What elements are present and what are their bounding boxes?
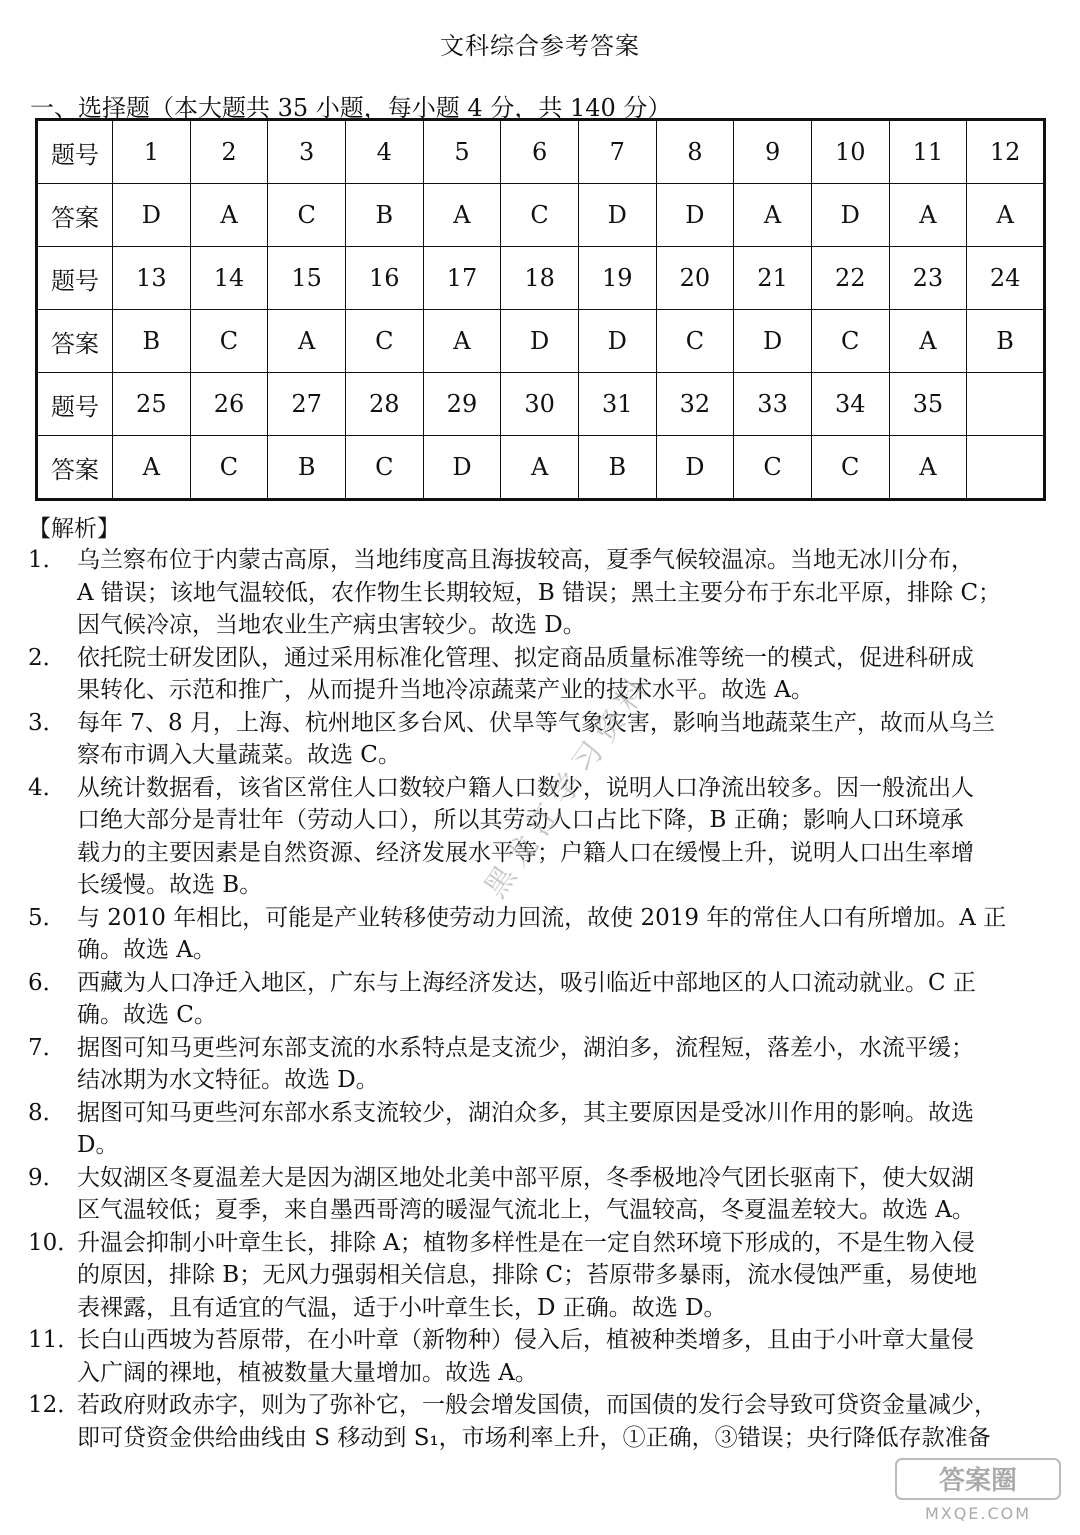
- item-number: 7．: [28, 1034, 66, 1061]
- analysis-item: [0, 1227, 1080, 1325]
- analysis-item: [0, 544, 1080, 642]
- answer-cell: C: [268, 184, 346, 247]
- item-text: [77, 1227, 1049, 1325]
- answer-table: [35, 118, 1046, 501]
- question-number-cell: 14: [190, 247, 268, 310]
- answer-cell: C: [190, 436, 268, 500]
- question-number-cell: 28: [345, 373, 423, 436]
- answer-row: [37, 184, 1045, 247]
- question-number-cell: 22: [811, 247, 889, 310]
- answer-cell: D: [501, 310, 579, 373]
- answer-label-cell: 答案: [37, 436, 113, 500]
- question-number-cell: 18: [501, 247, 579, 310]
- item-text-line: 从统计数据看，该省区常住人口数较户籍人口数少，说明人口净流出较多。因一般流出人: [77, 774, 974, 801]
- answer-cell: A: [190, 184, 268, 247]
- item-text-line: 据图可知马更些河东部支流的水系特点是支流少，湖泊多，流程短，落差小，水流平缓；: [77, 1034, 974, 1061]
- item-text-line: 察布市调入大量蔬菜。故选 C。: [77, 742, 401, 768]
- item-text-line: 长白山西坡为苔原带，在小叶章（新物种）侵入后，植被种类增多，且由于小叶章大量侵: [77, 1327, 974, 1353]
- item-text: [77, 772, 1049, 902]
- item-text-line: 因气候冷凉，当地农业生产病虫害较少。故选 D。: [77, 612, 586, 638]
- question-number-cell: 20: [656, 247, 734, 310]
- item-text-line: 与 2010 年相比，可能是产业转移使劳动力回流，故使 2019 年的常住人口有所增加。A 正: [77, 904, 1007, 931]
- analysis-item: [0, 642, 1080, 707]
- answer-cell: A: [423, 310, 501, 373]
- question-number-cell: 25: [113, 373, 191, 436]
- question-number-cell: 27: [268, 373, 346, 436]
- analysis-item: [0, 707, 1080, 772]
- item-number: 5．: [28, 904, 66, 931]
- item-text-line: 载力的主要因素是自然资源、经济发展水平等；户籍人口在缓慢上升，说明人口出生率增: [77, 839, 974, 866]
- answer-cell: B: [967, 310, 1045, 373]
- question-number-cell: 21: [734, 247, 812, 310]
- analysis-item: [0, 1389, 1080, 1454]
- item-text: [77, 1324, 1049, 1389]
- answer-cell: C: [345, 436, 423, 500]
- number-row: [37, 120, 1045, 184]
- number-row: [37, 247, 1045, 310]
- section-heading: 一、选择题（本大题共 35 小题，每小题 4 分，共 140 分）: [30, 94, 672, 122]
- analysis-list: [0, 544, 1080, 1454]
- question-number-cell: 35: [889, 373, 967, 436]
- answer-cell: D: [656, 184, 734, 247]
- question-number-cell: 5: [423, 120, 501, 184]
- answer-cell: A: [889, 184, 967, 247]
- item-text-line: 升温会抑制小叶章生长，排除 A；植物多样性是在一定自然环境下形成的，不是生物入侵: [77, 1229, 975, 1256]
- item-text-line: 长缓慢。故选 B。: [77, 872, 263, 898]
- analysis-heading: 【解析】: [28, 516, 120, 542]
- question-number-cell: 17: [423, 247, 501, 310]
- question-number-cell: 32: [656, 373, 734, 436]
- item-text: [77, 1389, 1049, 1454]
- answer-cell: [967, 436, 1045, 500]
- question-number-cell: 6: [501, 120, 579, 184]
- question-number-cell: 24: [967, 247, 1045, 310]
- item-text-line: 依托院士研发团队，通过采用标准化管理、拟定商品质量标准等统一的模式，促进科研成: [77, 644, 974, 671]
- answer-cell: C: [501, 184, 579, 247]
- item-number: 12．: [28, 1392, 81, 1418]
- answer-cell: D: [423, 436, 501, 500]
- question-number-cell: 11: [889, 120, 967, 184]
- answer-label-cell: 答案: [37, 310, 113, 373]
- question-number-cell: 33: [734, 373, 812, 436]
- item-text-line: 区气温较低；夏季，来自墨西哥湾的暖湿气流北上，气温较高，冬夏温差较大。故选 A。: [77, 1197, 975, 1223]
- number-row: [37, 373, 1045, 436]
- answer-cell: A: [501, 436, 579, 500]
- question-number-cell: 30: [501, 373, 579, 436]
- item-text-line: 口绝大部分是青壮年（劳动人口），所以其劳动人口占比下降，B 正确；影响人口环境承: [77, 807, 964, 833]
- answer-row: [37, 310, 1045, 373]
- question-number-cell: [967, 373, 1045, 436]
- analysis-item: [0, 967, 1080, 1032]
- item-text-line: D。: [77, 1132, 119, 1158]
- answer-cell: A: [268, 310, 346, 373]
- question-number-cell: 19: [578, 247, 656, 310]
- item-text: [77, 967, 1049, 1032]
- analysis-item: [0, 1162, 1080, 1227]
- item-text: [77, 544, 1049, 642]
- item-number: 4．: [28, 774, 66, 801]
- answer-cell: C: [811, 436, 889, 500]
- answer-cell: B: [268, 436, 346, 500]
- question-number-cell: 12: [967, 120, 1045, 184]
- question-number-cell: 3: [268, 120, 346, 184]
- number-label-cell: 题号: [37, 247, 113, 310]
- answer-cell: B: [113, 310, 191, 373]
- answer-cell: C: [811, 310, 889, 373]
- number-label-cell: 题号: [37, 373, 113, 436]
- item-number: 6．: [28, 969, 66, 996]
- answer-cell: D: [811, 184, 889, 247]
- item-text: [77, 902, 1049, 967]
- question-number-cell: 16: [345, 247, 423, 310]
- question-number-cell: 15: [268, 247, 346, 310]
- item-number: 10．: [28, 1229, 81, 1256]
- item-text-line: 确。故选 A。: [77, 937, 216, 963]
- item-text: [77, 642, 1049, 707]
- answer-cell: C: [190, 310, 268, 373]
- item-number: 9．: [28, 1164, 66, 1191]
- item-number: 3．: [28, 709, 66, 736]
- analysis-item: [0, 1324, 1080, 1389]
- answer-cell: C: [656, 310, 734, 373]
- answer-cell: C: [734, 436, 812, 500]
- answer-cell: B: [345, 184, 423, 247]
- answer-cell: D: [734, 310, 812, 373]
- analysis-item: [0, 1097, 1080, 1162]
- answer-cell: B: [578, 436, 656, 500]
- question-number-cell: 26: [190, 373, 268, 436]
- svg-text:MXQE.COM: MXQE.COM: [924, 1504, 1032, 1523]
- answer-cell: C: [345, 310, 423, 373]
- svg-text:黑龙江学习资料: 黑龙江学习资料: [477, 666, 660, 905]
- question-number-cell: 9: [734, 120, 812, 184]
- item-text-line: 表裸露，且有适宜的气温，适于小叶章生长，D 正确。故选 D。: [77, 1294, 727, 1321]
- item-text-line: 入广阔的裸地，植被数量大量增加。故选 A。: [77, 1359, 538, 1386]
- answer-cell: A: [734, 184, 812, 247]
- question-number-cell: 7: [578, 120, 656, 184]
- question-number-cell: 13: [113, 247, 191, 310]
- item-number: 8．: [28, 1099, 66, 1126]
- item-text: [77, 707, 1049, 772]
- answer-label-cell: 答案: [37, 184, 113, 247]
- item-text: [77, 1097, 1049, 1162]
- item-number: 2．: [28, 644, 66, 671]
- item-text-line: A 错误；该地气温较低，农作物生长期较短，B 错误；黑土主要分布于东北平原，排除 C；: [77, 579, 1002, 606]
- question-number-cell: 23: [889, 247, 967, 310]
- question-number-cell: 31: [578, 373, 656, 436]
- analysis-item: [0, 902, 1080, 967]
- question-number-cell: 8: [656, 120, 734, 184]
- answer-cell: D: [578, 310, 656, 373]
- answer-cell: A: [889, 436, 967, 500]
- item-text-line: 果转化、示范和推广，从而提升当地冷凉蔬菜产业的技术水平。故选 A。: [77, 677, 814, 703]
- answer-cell: D: [656, 436, 734, 500]
- question-number-cell: 10: [811, 120, 889, 184]
- question-number-cell: 1: [113, 120, 191, 184]
- answer-cell: A: [423, 184, 501, 247]
- answer-cell: A: [967, 184, 1045, 247]
- item-number: 11．: [28, 1327, 81, 1353]
- number-label-cell: 题号: [37, 120, 113, 184]
- item-text: [77, 1032, 1049, 1097]
- item-text-line: 的原因，排除 B；无风力强弱相关信息，排除 C；苔原带多暴雨，流水侵蚀严重，易使地: [77, 1262, 978, 1288]
- item-text-line: 确。故选 C。: [77, 1002, 217, 1028]
- answer-cell: A: [889, 310, 967, 373]
- item-text-line: 若政府财政赤字，则为了弥补它，一般会增发国债，而国债的发行会导致可贷资金量减少，: [77, 1392, 997, 1418]
- page-title: 文科综合参考答案: [440, 32, 640, 60]
- question-number-cell: 4: [345, 120, 423, 184]
- item-text-line: 西藏为人口净迁入地区，广东与上海经济发达，吸引临近中部地区的人口流动就业。C 正: [77, 969, 976, 996]
- question-number-cell: 2: [190, 120, 268, 184]
- answer-cell: D: [578, 184, 656, 247]
- item-number: 1．: [28, 547, 66, 573]
- item-text-line: 即可贷资金供给曲线由 S 移动到 S₁，市场利率上升，①正确，③错误；央行降低存款准备: [77, 1424, 991, 1451]
- item-text-line: 每年 7、8 月，上海、杭州地区多台风、伏旱等气象灾害，影响当地蔬菜生产，故而从乌兰: [77, 709, 995, 736]
- item-text-line: 结冰期为水文特征。故选 D。: [77, 1067, 379, 1093]
- item-text: [77, 1162, 1049, 1227]
- question-number-cell: 34: [811, 373, 889, 436]
- analysis-item: [0, 1032, 1080, 1097]
- answer-cell: A: [113, 436, 191, 500]
- item-text-line: 乌兰察布位于内蒙古高原，当地纬度高且海拔较高，夏季气候较温凉。当地无冰川分布，: [77, 547, 974, 573]
- svg-text:答案圈: 答案圈: [938, 1466, 1018, 1496]
- analysis-item: [0, 772, 1080, 902]
- item-text-line: 大奴湖区冬夏温差大是因为湖区地处北美中部平原，冬季极地冷气团长驱南下，使大奴湖: [77, 1164, 974, 1191]
- question-number-cell: 29: [423, 373, 501, 436]
- item-text-line: 据图可知马更些河东部水系支流较少，湖泊众多，其主要原因是受冰川作用的影响。故选: [77, 1099, 974, 1126]
- answer-row: [37, 436, 1045, 500]
- site-logo: [894, 1457, 1062, 1523]
- answer-cell: D: [113, 184, 191, 247]
